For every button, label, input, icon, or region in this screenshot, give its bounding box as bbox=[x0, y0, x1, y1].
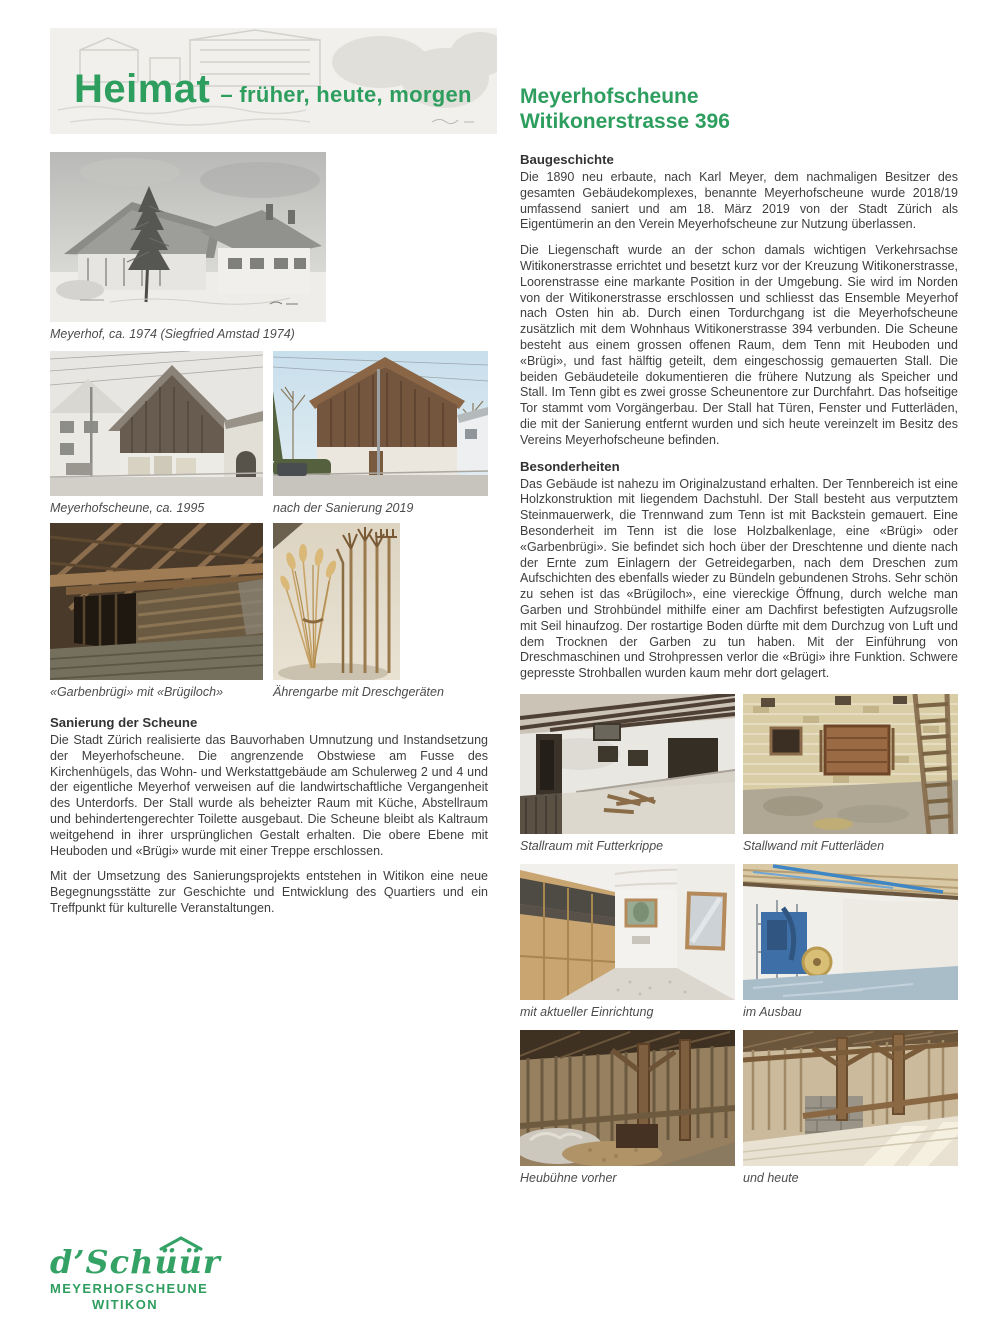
photo-nach-sanierung-2019 bbox=[273, 351, 488, 496]
photo-heubuehne-vorher bbox=[520, 1030, 735, 1166]
paragraph-sanierung-2: Mit der Umsetzung des Sanierungsprojekts entstehen in Witikon eine neue Begegnungsstätte zur Geschichte und Entwicklung des Quartiers und ein Treffpunkt für kulturelle Veranstaltungen. bbox=[50, 869, 488, 915]
logo-dschuur bbox=[50, 1243, 221, 1313]
photo-meyerhof-sketch bbox=[50, 152, 326, 322]
photo-und-heute bbox=[743, 1030, 958, 1166]
paragraph-besonderheiten-1: Das Gebäude ist nahezu im Originalzustand erhalten. Der Tennbereich ist eine Holzkonstruktion mit liegendem Dachstuhl. Der Stall besteht aus verputztem Steinmauerwerk, die Trennwand zum Tenn ist mit Backstein gemauert. Eine Besonderheit im Tenn ist die lose Holzbalkenlage, eine «Brügi» oder «Garbenbrügi». Sie befindet sich hoch über der Dreschtenne und diente nach der Ernte zum Einlagern der Getreidegarben, nach dem Dreschen zum Aufschichten des ebenfalls wieder zu Bündeln gebundenen Strohs. Sehr schön zu sehen ist das «Brügiloch», eine viereckige Öffnung, durch welche man Garben und Strohbündel mithilfe einer am Dachfirst befestigten Aufzugsrolle mit Seil hinaufzog. Der rostartige Boden dürfte mit dem Durchzug von Luft und dem Trocknen der Garben zu tun haben. Mit der Einführung von Dreschmaschinen und Strohpressen verlor die «Brügi» ihre Funktion. Schwere gepresste Strohballen wurden kaum mehr dort gelagert. bbox=[520, 476, 958, 681]
logo-line-witikon: WITIKON bbox=[91, 1297, 159, 1312]
photo-caption: Meyerhofscheune, ca. 1995 bbox=[50, 501, 205, 515]
photo-garbenbruegi bbox=[50, 523, 263, 680]
figure-meyerhof-1974 bbox=[50, 152, 326, 341]
photo-caption: «Garbenbrügi» mit «Brügiloch» bbox=[50, 685, 224, 699]
banner-title bbox=[74, 67, 472, 112]
photo-row-bruegi bbox=[50, 523, 497, 699]
paragraph-sanierung-1: Die Stadt Zürich realisierte das Bauvorhaben Umnutzung und Instandsetzung der Meyerhofscheune. Die angrenzende Obstwiese am Fusse des Kirchenhügels, das Wohn- und Werkstattgebäude am Schulerweg 2 und 4 und der eigentliche Meyerhof verweisen auf die landwirtschaftliche Vergangenheit des Unterdorfs. Der Stall wurde als beheizter Raum mit Küche, Abstellraum und behindertengerechter Toilette ausgebaut. Die Scheune bleibt als Kaltraum weitgehend in ihrer ursprünglichen Gestalt erhalten. Die obere Ebene mit Heuboden und «Brügi» wurde mit einer Treppe erschlossen. bbox=[50, 733, 488, 858]
roof-icon bbox=[159, 1235, 203, 1251]
figure-nach-sanierung-2019 bbox=[273, 351, 488, 515]
article-title-line1: Meyerhofscheune bbox=[520, 85, 699, 108]
logo-script-text: d’Schüür bbox=[50, 1243, 221, 1281]
section-heading-besonderheiten: Besonderheiten bbox=[520, 458, 620, 474]
right-column bbox=[520, 0, 958, 1196]
figure-heubuehne-vorher bbox=[520, 1030, 735, 1185]
section-heading-sanierung: Sanierung der Scheune bbox=[50, 715, 198, 730]
photo-row-historic bbox=[50, 351, 497, 515]
photo-grid bbox=[520, 694, 958, 1196]
photo-caption: nach der Sanierung 2019 bbox=[273, 501, 414, 515]
page-subtitle: – früher, heute, morgen bbox=[220, 82, 472, 107]
figure-stallraum bbox=[520, 694, 735, 853]
photo-caption: Heubühne vorher bbox=[520, 1170, 617, 1185]
photo-aehrengarbe bbox=[273, 523, 400, 680]
article-title-line2: Witikonerstrasse 396 bbox=[520, 110, 730, 133]
photo-caption: mit aktueller Einrichtung bbox=[520, 1004, 654, 1019]
figure-meyerhofscheune-1995 bbox=[50, 351, 263, 515]
photo-meyerhofscheune-1995 bbox=[50, 351, 263, 496]
figure-aehrengarbe bbox=[273, 523, 444, 699]
paragraph-baugeschichte-1: Die 1890 neu erbaute, nach Karl Meyer, dem nachmaligen Besitzer des gesamten Gebäudekomplexes, benannte Meyerhofscheune wurde 2018/19 umfassend saniert und am 18. März 2019 von der Stadt Zürich als Eigentümerin an den Verein Meyerhofscheune zur Nutzung überlassen. bbox=[520, 170, 958, 232]
photo-caption: Stallraum mit Futterkrippe bbox=[520, 838, 664, 853]
photo-caption: Meyerhof, ca. 1974 (Siegfried Amstad 1974) bbox=[50, 327, 295, 341]
photo-caption: Ährengarbe mit Dreschgeräten bbox=[273, 685, 444, 699]
page-title: Heimat bbox=[74, 67, 211, 111]
figure-im-ausbau bbox=[743, 864, 958, 1019]
photo-einrichtung bbox=[520, 864, 735, 1000]
figure-und-heute bbox=[743, 1030, 958, 1185]
figure-einrichtung bbox=[520, 864, 735, 1019]
logo-line-meyerhofscheune: MEYERHOFSCHEUNE bbox=[50, 1281, 209, 1296]
figure-stallwand bbox=[743, 694, 958, 853]
photo-caption: Stallwand mit Futterläden bbox=[743, 838, 885, 853]
photo-stallraum bbox=[520, 694, 735, 834]
figure-garbenbruegi bbox=[50, 523, 263, 699]
header-banner bbox=[50, 28, 497, 134]
photo-caption: und heute bbox=[743, 1170, 799, 1185]
paragraph-baugeschichte-2: Die Liegenschaft wurde an der schon damals wichtigen Verkehrsachse Witikonerstrasse errichtet und besetzt kurz vor der Kreuzung Witikonerstrasse, Loorenstrasse eine markante Position in der Umgebung. Sie wird im Norden von der Witikonerstrasse erschlossen und schliesst das Ensemble Meyerhof nach Osten hin ab. Durch einen Tordurchgang ist die Meyerhofscheune zusätzlich mit dem Wohnhaus Witikonerstrasse 394 verbunden. Die Scheune besteht aus einem grossen offenen Raum, dem Tenn mit Heuboden und «Brügi», und fast hälftig geteilt, dem eingeschossig gemauerten Stall. Die beiden Gebäudeteile dokumentieren die frühere Nutzung als Speicher und Stall. Im Tenn gibt es zwei grosse Scheunentore zur Durchfahrt. Das hofseitige Tor stammt vom Vorgängerbau. Der Stall hat Türen, Fenster und Futterläden, die mit der Sanierung entfernt wurden und sich heute vereinzelt im Besitz des Vereins Meyerhofscheune befinden. bbox=[520, 243, 958, 447]
photo-im-ausbau bbox=[743, 864, 958, 1000]
article-title bbox=[520, 84, 958, 134]
section-heading-baugeschichte: Baugeschichte bbox=[520, 152, 614, 167]
photo-caption: im Ausbau bbox=[743, 1004, 802, 1019]
photo-stallwand bbox=[743, 694, 958, 834]
left-column bbox=[50, 28, 497, 927]
